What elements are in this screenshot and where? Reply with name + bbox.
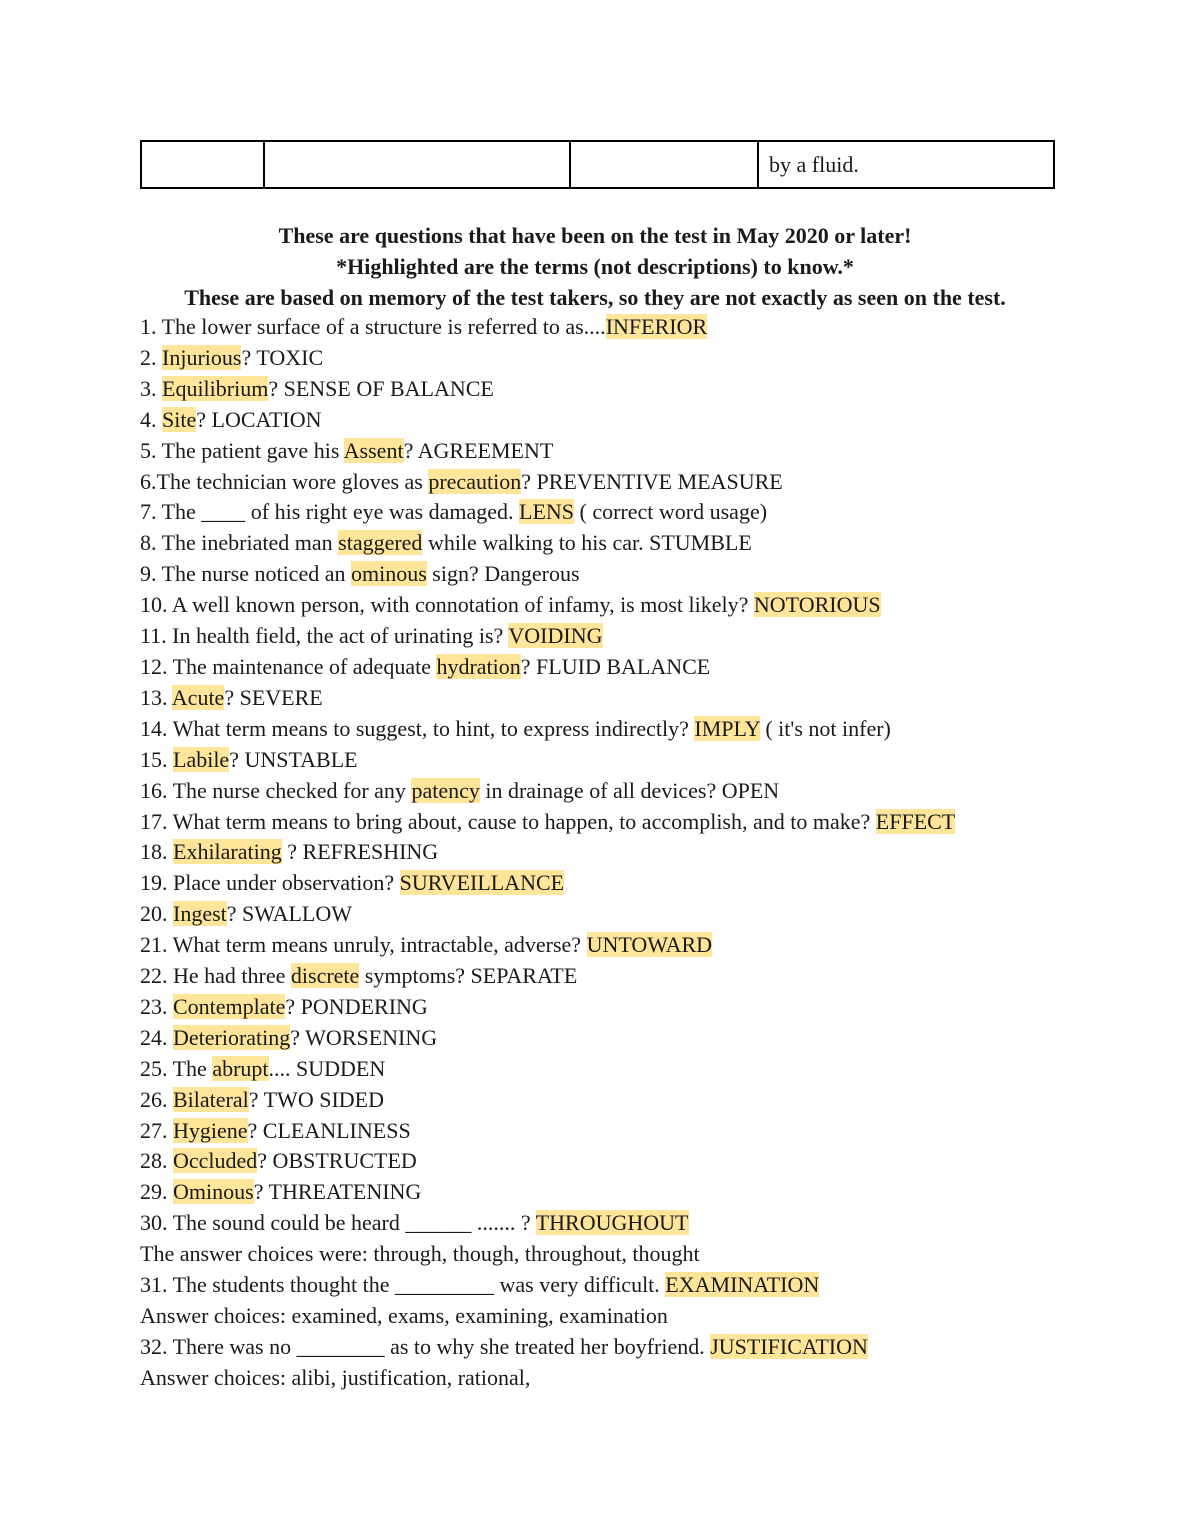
highlighted-term: IMPLY xyxy=(694,715,760,741)
table-cell: by a fluid. xyxy=(758,141,1054,188)
line-text: while walking to his car. STUMBLE xyxy=(422,530,752,556)
line-text: 22. He had three xyxy=(140,963,291,989)
line-text: 16. The nurse checked for any xyxy=(140,777,412,803)
question-line xyxy=(140,837,1140,868)
line-text: 5. The patient gave his xyxy=(140,437,344,463)
line-text: ? REFRESHING xyxy=(281,839,439,865)
line-text: 14. What term means to suggest, to hint, to express indirectly? xyxy=(140,715,695,741)
line-text: 30. The sound could be heard ______ ....... ? xyxy=(140,1210,536,1236)
question-line xyxy=(140,961,1140,992)
line-text: ( it's not infer) xyxy=(759,715,891,741)
highlighted-term: Exhilarating xyxy=(173,839,282,865)
line-text: 11. In health field, the act of urinating is? xyxy=(140,623,509,649)
line-text: 2. xyxy=(140,344,162,370)
line-text: 26. xyxy=(140,1086,173,1112)
highlighted-term: SURVEILLANCE xyxy=(399,870,565,896)
line-text: 25. The xyxy=(140,1055,213,1081)
header-line-1: These are questions that have been on the test in May 2020 or later! xyxy=(278,223,912,248)
line-text: The answer choices were: through, though, throughout, thought xyxy=(140,1241,700,1267)
line-text: 28. xyxy=(140,1148,173,1174)
highlighted-term: INFERIOR xyxy=(605,314,708,339)
line-text: ? UNSTABLE xyxy=(229,746,358,772)
highlighted-term: EFFECT xyxy=(875,808,956,834)
question-line xyxy=(140,683,1140,714)
table-fragment xyxy=(140,140,1055,189)
table-cell xyxy=(570,141,758,188)
highlighted-term: precaution xyxy=(428,468,522,494)
line-text: ? FLUID BALANCE xyxy=(520,653,711,679)
line-text: ? SENSE OF BALANCE xyxy=(268,375,494,401)
question-line xyxy=(140,1301,1140,1332)
line-text: 29. xyxy=(140,1179,173,1205)
question-line xyxy=(140,652,1140,683)
line-text: ? PREVENTIVE MEASURE xyxy=(521,468,783,494)
question-line xyxy=(140,992,1140,1023)
line-text: 4. xyxy=(140,406,162,432)
line-text: 7. The ____ of his right eye was damaged. xyxy=(140,499,520,525)
question-line xyxy=(140,528,1140,559)
line-text: 15. xyxy=(140,746,173,772)
line-text: 17. What term means to bring about, cause to happen, to accomplish, and to make? xyxy=(140,808,876,834)
highlighted-term: Ominous xyxy=(173,1179,254,1205)
line-text: ? CLEANLINESS xyxy=(247,1117,411,1143)
highlighted-term: Assent xyxy=(343,437,404,463)
question-line xyxy=(140,899,1140,930)
question-line xyxy=(140,1116,1140,1147)
highlighted-term: Contemplate xyxy=(173,993,286,1019)
line-text: 10. A well known person, with connotation of infamy, is most likely? xyxy=(140,592,754,618)
line-text: 18. xyxy=(140,839,173,865)
question-line xyxy=(140,868,1140,899)
highlighted-term: ominous xyxy=(350,561,427,587)
highlighted-term: Ingest xyxy=(173,901,227,927)
question-line xyxy=(140,1146,1140,1177)
table-cell xyxy=(141,141,264,188)
question-line xyxy=(140,1023,1140,1054)
question-line xyxy=(140,1085,1140,1116)
line-text: 21. What term means unruly, intractable, adverse? xyxy=(140,932,587,958)
highlighted-term: NOTORIOUS xyxy=(753,592,881,618)
line-text: Answer choices: alibi, justification, rational, xyxy=(140,1364,531,1390)
question-line xyxy=(140,436,1140,467)
line-text: ? LOCATION xyxy=(196,406,322,432)
header-line-3: These are based on memory of the test takers, so they are not exactly as seen on the test. xyxy=(184,285,1006,310)
highlighted-term: Occluded xyxy=(173,1148,258,1174)
question-line xyxy=(140,590,1140,621)
highlighted-term: Site xyxy=(162,406,197,432)
highlighted-term: Acute xyxy=(171,684,225,710)
highlighted-term: staggered xyxy=(338,530,423,556)
highlighted-term: VOIDING xyxy=(508,623,603,649)
line-text: in drainage of all devices? OPEN xyxy=(479,777,780,803)
line-text: ? TWO SIDED xyxy=(248,1086,384,1112)
highlighted-term: THROUGHOUT xyxy=(535,1210,689,1236)
line-text: ? PONDERING xyxy=(285,993,428,1019)
line-text: .... SUDDEN xyxy=(268,1055,386,1081)
question-line xyxy=(140,714,1140,745)
question-line xyxy=(140,374,1140,405)
line-text: sign? Dangerous xyxy=(426,561,580,587)
header-line-2: *Highlighted are the terms (not descriptions) to know.* xyxy=(336,254,854,279)
line-text: 31. The students thought the _________ was very difficult. xyxy=(140,1272,666,1298)
question-line xyxy=(140,621,1140,652)
document-header xyxy=(140,220,1050,313)
line-text: ? SEVERE xyxy=(224,684,323,710)
line-text: 13. xyxy=(140,684,172,710)
highlighted-term: abrupt xyxy=(212,1055,269,1081)
question-line xyxy=(140,1054,1140,1085)
question-line xyxy=(140,1270,1140,1301)
line-text: ? SWALLOW xyxy=(226,901,353,927)
question-line xyxy=(140,930,1140,961)
question-line xyxy=(140,1208,1140,1239)
line-text: 20. xyxy=(140,901,173,927)
highlighted-term: patency xyxy=(411,777,480,803)
highlighted-term: hydration xyxy=(436,653,521,679)
question-line xyxy=(140,776,1140,807)
line-text: 9. The nurse noticed an xyxy=(140,561,351,587)
line-text: 27. xyxy=(140,1117,173,1143)
highlighted-term: Hygiene xyxy=(173,1117,248,1143)
line-text: ? TOXIC xyxy=(241,344,324,370)
question-line xyxy=(140,807,1140,838)
line-text: ? THREATENING xyxy=(253,1179,422,1205)
table-cell xyxy=(264,141,570,188)
question-line xyxy=(140,467,1140,498)
line-text: 23. xyxy=(140,993,173,1019)
question-list xyxy=(140,312,1140,1394)
line-text: 19. Place under observation? xyxy=(140,870,400,896)
line-text: 32. There was no ________ as to why she treated her boyfriend. xyxy=(140,1333,711,1359)
line-text: 12. The maintenance of adequate xyxy=(140,653,437,679)
line-text: symptoms? SEPARATE xyxy=(359,963,578,989)
line-text: ? AGREEMENT xyxy=(403,437,554,463)
highlighted-term: UNTOWARD xyxy=(586,932,713,958)
highlighted-term: LENS xyxy=(519,499,575,525)
question-line xyxy=(140,343,1140,374)
question-line xyxy=(140,1363,1140,1394)
line-text: 3. xyxy=(140,375,162,401)
highlighted-term: EXAMINATION xyxy=(665,1272,820,1298)
question-line xyxy=(140,745,1140,776)
highlighted-term: Equilibrium xyxy=(162,375,269,401)
highlighted-term: JUSTIFICATION xyxy=(710,1333,868,1359)
line-text: Answer choices: examined, exams, examining, examination xyxy=(140,1303,668,1328)
line-text: ( correct word usage) xyxy=(574,499,768,525)
line-text: ? OBSTRUCTED xyxy=(257,1148,417,1174)
line-text: 24. xyxy=(140,1024,173,1050)
highlighted-term: Labile xyxy=(173,746,230,772)
question-line xyxy=(140,1332,1140,1363)
highlighted-term: Bilateral xyxy=(173,1086,249,1112)
line-text: ? WORSENING xyxy=(290,1024,438,1050)
question-line xyxy=(140,1177,1140,1208)
line-text: 6.The technician wore gloves as xyxy=(140,468,429,494)
table-row xyxy=(141,141,1054,188)
question-line xyxy=(140,1239,1140,1270)
highlighted-term: discrete xyxy=(290,963,360,989)
question-line xyxy=(140,559,1140,590)
question-line xyxy=(140,405,1140,436)
question-line xyxy=(140,312,1140,343)
line-text: 8. The inebriated man xyxy=(140,530,339,556)
highlighted-term: Deteriorating xyxy=(173,1024,291,1050)
question-line xyxy=(140,497,1140,528)
line-text: 1. The lower surface of a structure is referred to as.... xyxy=(140,314,606,339)
highlighted-term: Injurious xyxy=(162,344,242,370)
